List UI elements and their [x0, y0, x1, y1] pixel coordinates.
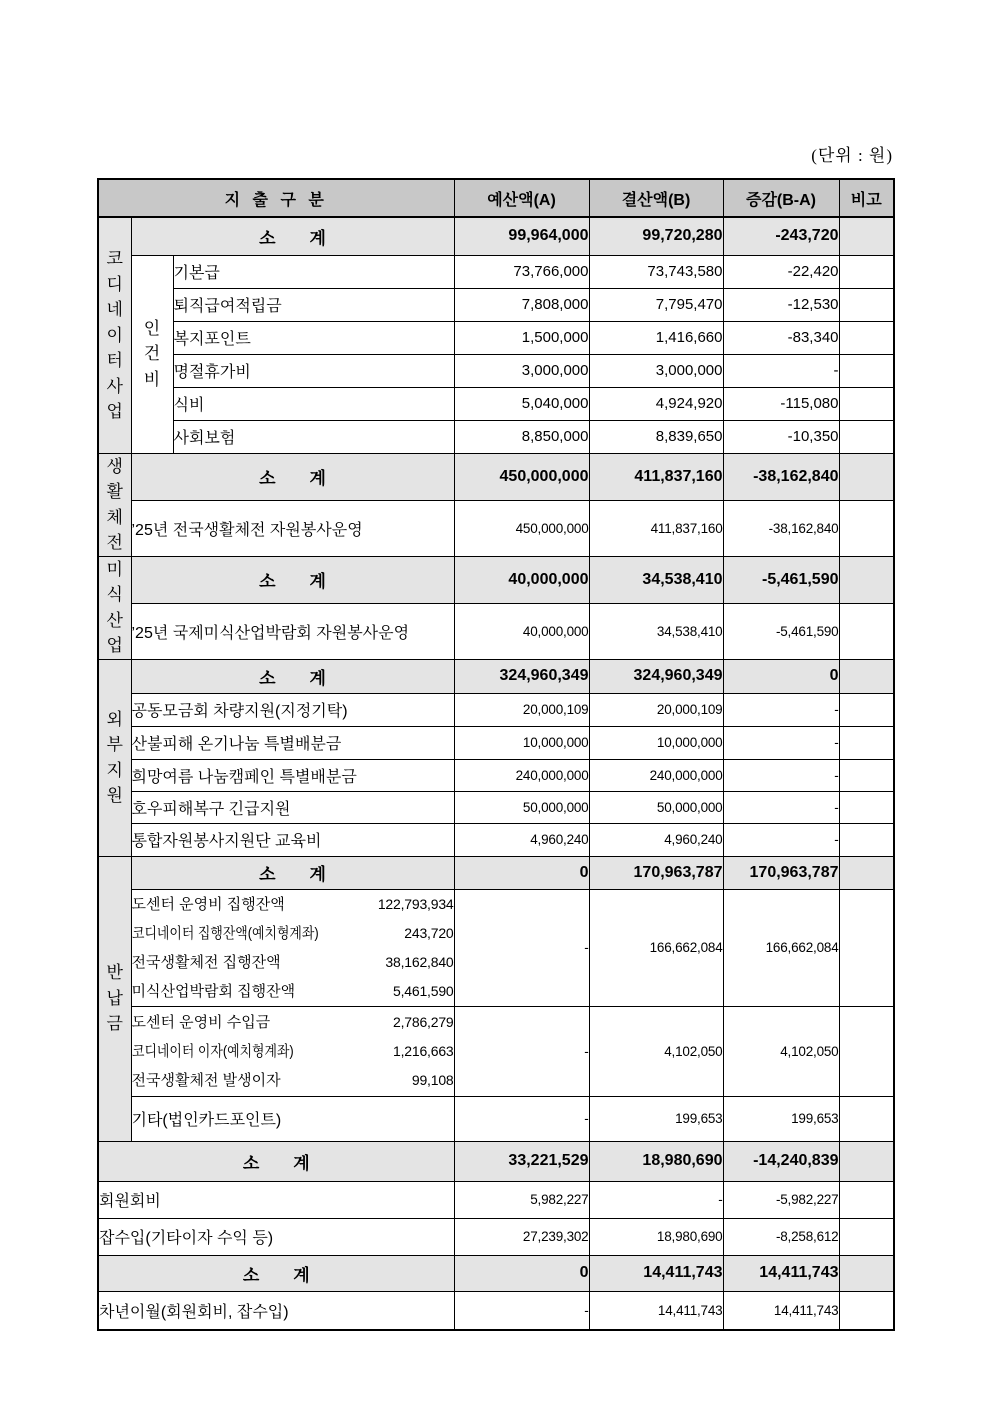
note-cell [839, 1181, 894, 1218]
item-row [98, 791, 894, 823]
budget-value: 8,850,000 [454, 420, 589, 453]
item-row [98, 726, 894, 759]
settlement-value: 1,416,660 [589, 321, 723, 354]
note-cell [839, 889, 894, 1006]
header-budget: 예산액(A) [454, 179, 589, 217]
change-value: - [723, 791, 839, 823]
item-name: 호우피해복구 긴급지원 [131, 791, 454, 823]
item-row [98, 500, 894, 556]
settlement-value: 20,000,109 [589, 693, 723, 726]
settlement-value: 3,000,000 [589, 354, 723, 387]
subtotal-label: 소 계 [98, 1255, 454, 1291]
detail-label: 도센터 운영비 집행잔액 [131, 895, 285, 913]
budget-value: 20,000,109 [454, 693, 589, 726]
settlement-value: 4,924,920 [589, 387, 723, 420]
item-name: 기본급 [173, 255, 454, 288]
budget-value: 324,960,349 [454, 659, 589, 693]
note-cell [839, 420, 894, 453]
note-cell [839, 726, 894, 759]
change-value: -83,340 [723, 321, 839, 354]
item-row [98, 1291, 894, 1330]
note-cell [839, 500, 894, 556]
detail-line [132, 1037, 454, 1066]
item-name: 산불피해 온기나눔 특별배분금 [131, 726, 454, 759]
subtotal-row [98, 1255, 894, 1291]
item-row [98, 759, 894, 791]
budget-value: - [454, 889, 589, 1006]
budget-value: 99,964,000 [454, 217, 589, 255]
item-name: 통합자원봉사지원단 교육비 [131, 823, 454, 856]
settlement-value: 73,743,580 [589, 255, 723, 288]
note-cell [839, 387, 894, 420]
detail-line [132, 977, 454, 1006]
change-value: 14,411,743 [723, 1255, 839, 1291]
change-value: 166,662,084 [723, 889, 839, 1006]
subtotal-row [98, 453, 894, 500]
change-value: -22,420 [723, 255, 839, 288]
detail-label: 코디네이터 이자(예치형계좌) [131, 1042, 294, 1060]
subtotal-row [98, 556, 894, 604]
settlement-value: 8,839,650 [589, 420, 723, 453]
change-value: -8,258,612 [723, 1218, 839, 1255]
item-name: 식비 [173, 387, 454, 420]
settlement-value: 411,837,160 [589, 500, 723, 556]
settlement-value: 4,102,050 [589, 1006, 723, 1096]
note-cell [839, 759, 894, 791]
item-name: 퇴직급여적립금 [173, 288, 454, 321]
budget-value: 450,000,000 [454, 500, 589, 556]
budget-value: 240,000,000 [454, 759, 589, 791]
item-row [98, 823, 894, 856]
note-cell [839, 1096, 894, 1141]
change-value: 14,411,743 [723, 1291, 839, 1330]
budget-value: 3,000,000 [454, 354, 589, 387]
budget-value: 5,982,227 [454, 1181, 589, 1218]
subtotal-label: 소 계 [131, 217, 454, 255]
item-name: 회원회비 [98, 1181, 454, 1218]
budget-value: 40,000,000 [454, 604, 589, 659]
settlement-value: 14,411,743 [589, 1291, 723, 1330]
header-change: 증감(B-A) [723, 179, 839, 217]
item-name: 잡수입(기타이자 수익 등) [98, 1218, 454, 1255]
change-value: -5,982,227 [723, 1181, 839, 1218]
settlement-value: 4,960,240 [589, 823, 723, 856]
item-row [98, 604, 894, 659]
subtotal-row [98, 217, 894, 255]
item-name: 희망여름 나눔캠페인 특별배분금 [131, 759, 454, 791]
group-label-text: 코디네이터사업 [106, 249, 123, 421]
group-label-text: 인건비 [143, 318, 161, 389]
item-name: 명절휴가비 [173, 354, 454, 387]
budget-value: 0 [454, 856, 589, 889]
budget-value: 27,239,302 [454, 1218, 589, 1255]
item-name: 차년이월(회원회비, 잡수입) [98, 1291, 454, 1330]
budget-value: 450,000,000 [454, 453, 589, 500]
change-value: -14,240,839 [723, 1141, 839, 1181]
settlement-value: - [589, 1181, 723, 1218]
subtotal-row [98, 856, 894, 889]
return-balance-detail-cell [131, 889, 454, 1006]
budget-value: 7,808,000 [454, 288, 589, 321]
item-name: 기타(법인카드포인트) [131, 1096, 454, 1141]
detail-amount: 243,720 [404, 924, 454, 941]
budget-value: 0 [454, 1255, 589, 1291]
item-row [98, 1181, 894, 1218]
settlement-value: 240,000,000 [589, 759, 723, 791]
group-label-personnel [131, 255, 173, 453]
note-cell [839, 604, 894, 659]
budget-value: - [454, 1291, 589, 1330]
group-label-text: 반납금 [106, 963, 123, 1034]
unit-label: (단위 : 원) [811, 146, 893, 165]
subtotal-row [98, 1141, 894, 1181]
note-cell [839, 1141, 894, 1181]
settlement-value: 50,000,000 [589, 791, 723, 823]
item-name: ’25년 전국생활체전 자원봉사운영 [131, 500, 454, 556]
budget-value: 5,040,000 [454, 387, 589, 420]
settlement-value: 7,795,470 [589, 288, 723, 321]
budget-value: 40,000,000 [454, 556, 589, 604]
subtotal-label: 소 계 [131, 856, 454, 889]
budget-value: 33,221,529 [454, 1141, 589, 1181]
item-name: 복지포인트 [173, 321, 454, 354]
detail-line [132, 1008, 454, 1037]
detail-amount: 122,793,934 [377, 895, 454, 912]
settlement-value: 14,411,743 [589, 1255, 723, 1291]
settlement-value: 166,662,084 [589, 889, 723, 1006]
note-cell [839, 217, 894, 255]
item-row [98, 387, 894, 420]
return-income-detail-cell [131, 1006, 454, 1096]
header-expenditure-category: 지 출 구 분 [98, 179, 454, 217]
change-value: -10,350 [723, 420, 839, 453]
item-row [98, 321, 894, 354]
budget-value: 50,000,000 [454, 791, 589, 823]
change-value: -5,461,590 [723, 604, 839, 659]
note-cell [839, 693, 894, 726]
budget-value: 10,000,000 [454, 726, 589, 759]
detail-line [132, 890, 454, 919]
change-value: 199,653 [723, 1096, 839, 1141]
change-value: 170,963,787 [723, 856, 839, 889]
header-settlement: 결산액(B) [589, 179, 723, 217]
note-cell [839, 288, 894, 321]
budget-value: - [454, 1096, 589, 1141]
header-note: 비고 [839, 179, 894, 217]
detail-amount: 2,786,279 [393, 1013, 454, 1030]
detail-amount: 1,216,663 [393, 1042, 454, 1059]
settlement-value: 34,538,410 [589, 556, 723, 604]
detail-amount: 5,461,590 [393, 982, 454, 999]
item-row [98, 889, 894, 1006]
detail-label: 미식산업박람회 집행잔액 [131, 982, 296, 1000]
detail-label: 전국생활체전 집행잔액 [131, 953, 281, 971]
item-name: 공동모금회 차량지원(지정기탁) [131, 693, 454, 726]
group-label-gastronomy [98, 556, 131, 659]
group-label-sports [98, 453, 131, 556]
group-label-coordinator [98, 217, 131, 453]
group-label-text: 외부지원 [106, 709, 123, 805]
detail-label: 코디네이터 집행잔액(예치형계좌) [131, 924, 319, 942]
note-cell [839, 1006, 894, 1096]
settlement-value: 411,837,160 [589, 453, 723, 500]
change-value: 4,102,050 [723, 1006, 839, 1096]
settlement-value: 10,000,000 [589, 726, 723, 759]
note-cell [839, 321, 894, 354]
change-value: 0 [723, 659, 839, 693]
item-row [98, 354, 894, 387]
subtotal-label: 소 계 [98, 1141, 454, 1181]
subtotal-label: 소 계 [131, 659, 454, 693]
subtotal-row [98, 659, 894, 693]
detail-amount: 99,108 [411, 1071, 454, 1088]
change-value: - [723, 823, 839, 856]
note-cell [839, 1218, 894, 1255]
detail-line [132, 1066, 454, 1095]
budget-value: - [454, 1006, 589, 1096]
settlement-value: 34,538,410 [589, 604, 723, 659]
settlement-value: 99,720,280 [589, 217, 723, 255]
item-row [98, 1218, 894, 1255]
item-name: 사회보험 [173, 420, 454, 453]
item-row [98, 693, 894, 726]
note-cell [839, 453, 894, 500]
note-cell [839, 659, 894, 693]
change-value: - [723, 354, 839, 387]
change-value: -5,461,590 [723, 556, 839, 604]
settlement-value: 18,980,690 [589, 1141, 723, 1181]
note-cell [839, 856, 894, 889]
settlement-value: 324,960,349 [589, 659, 723, 693]
item-name: ’25년 국제미식산업박람회 자원봉사운영 [131, 604, 454, 659]
budget-value: 4,960,240 [454, 823, 589, 856]
detail-label: 도센터 운영비 수입금 [131, 1013, 271, 1031]
group-label-text: 미식산업 [106, 559, 123, 655]
item-row [98, 288, 894, 321]
change-value: -38,162,840 [723, 453, 839, 500]
item-row [98, 255, 894, 288]
change-value: - [723, 693, 839, 726]
note-cell [839, 791, 894, 823]
change-value: -38,162,840 [723, 500, 839, 556]
group-label-external [98, 659, 131, 856]
change-value: - [723, 726, 839, 759]
table-header-row [98, 179, 894, 217]
detail-line [132, 919, 454, 948]
change-value: -115,080 [723, 387, 839, 420]
note-cell [839, 354, 894, 387]
budget-value: 1,500,000 [454, 321, 589, 354]
subtotal-label: 소 계 [131, 453, 454, 500]
detail-line [132, 948, 454, 977]
settlement-value: 199,653 [589, 1096, 723, 1141]
change-value: -12,530 [723, 288, 839, 321]
note-cell [839, 556, 894, 604]
budget-value: 73,766,000 [454, 255, 589, 288]
note-cell [839, 255, 894, 288]
settlement-table [97, 178, 895, 1331]
item-row [98, 1096, 894, 1141]
settlement-value: 18,980,690 [589, 1218, 723, 1255]
detail-amount: 38,162,840 [385, 953, 454, 970]
detail-label: 전국생활체전 발생이자 [131, 1071, 281, 1089]
change-value: -243,720 [723, 217, 839, 255]
group-label-text: 생활체전 [106, 456, 123, 552]
subtotal-label: 소 계 [131, 556, 454, 604]
change-value: - [723, 759, 839, 791]
settlement-value: 170,963,787 [589, 856, 723, 889]
item-row [98, 420, 894, 453]
group-label-returns [98, 856, 131, 1141]
item-row [98, 1006, 894, 1096]
note-cell [839, 1255, 894, 1291]
note-cell [839, 1291, 894, 1330]
note-cell [839, 823, 894, 856]
